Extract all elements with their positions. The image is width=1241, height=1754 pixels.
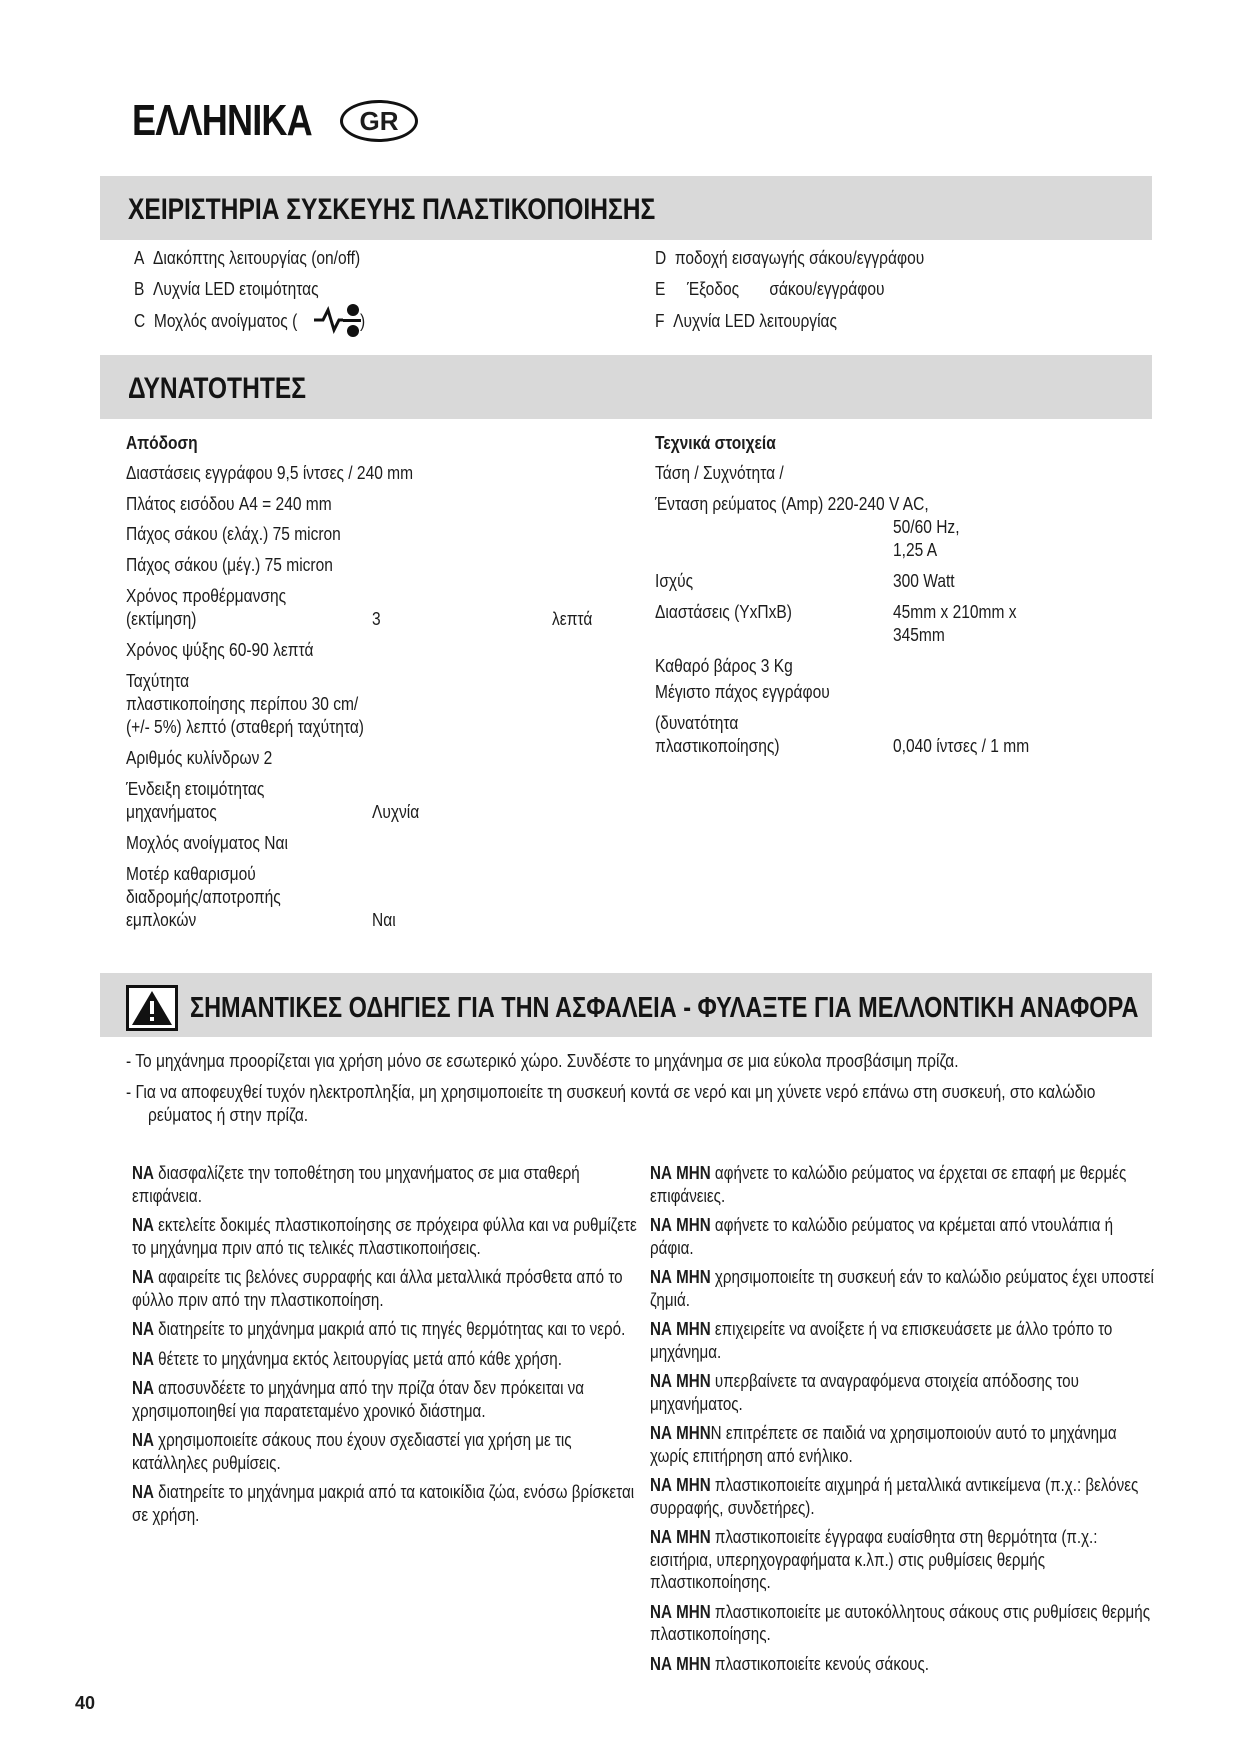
- page-number: 40: [75, 1693, 96, 1713]
- spec-row: Μοχλός ανοίγματος Ναι: [126, 832, 288, 853]
- dont-rule: ΝΑ ΜΗΝ επιχειρείτε να ανοίξετε ή να επισκευάσετε με άλλο τρόπο το μηχάνημα.: [650, 1318, 1113, 1362]
- safety-note: - Το μηχάνημα προορίζεται για χρήση μόνο σε εσωτερικό χώρο. Συνδέστε το μηχάνημα σε μια εύκολα προσβάσιμη πρίζα.: [126, 1050, 959, 1071]
- dont-rule: ΝΑ ΜΗΝ πλαστικοποιείτε έγγραφα ευαίσθητα στη θερμότητα (π.χ.: εισιτήρια, υπερηχογραφήματα κ.λπ.) στις ρυθμίσεις θερμής πλαστικοποίησης.: [650, 1526, 1098, 1592]
- do-rule: ΝΑ διατηρείτε το μηχάνημα μακριά από τα κατοικίδια ζώα, ενόσω βρίσκεται σε χρήση.: [132, 1481, 635, 1525]
- safety-note: - Για να αποφευχθεί τυχόν ηλεκτροπληξία, μη χρησιμοποιείτε τη συσκευή κοντά σε νερό και μη χύνετε νερό επάνω στη συσκευή, στο καλώδιο: [126, 1081, 1096, 1102]
- spec-row: Χρόνος ψύξης 60-90 λεπτά: [126, 639, 314, 660]
- control-item-d: D ποδοχή εισαγωγής σάκου/εγγράφου: [655, 247, 925, 268]
- do-list: [132, 1162, 637, 1533]
- safety-note-cont: ρεύματος ή στην πρίζα.: [148, 1104, 309, 1125]
- do-rule: ΝΑ εκτελείτε δοκιμές πλαστικοποίησης σε πρόχειρα φύλλα και να ρυθμίζετε το μηχάνημα πριν από τις τελικές πλαστικοποιήσεις.: [132, 1214, 637, 1258]
- dont-rule: ΝΑ ΜΗΝ αφήνετε το καλώδιο ρεύματος να κρέμεται από ντουλάπια ή ράφια.: [650, 1214, 1114, 1258]
- spec-value: 345mm: [893, 624, 945, 645]
- do-rule: ΝΑ χρησιμοποιείτε σάκους που έχουν σχεδιαστεί για χρήση με τις κατάλληλες ρυθμίσεις.: [132, 1429, 572, 1473]
- dont-list: [650, 1162, 1155, 1682]
- dont-rule: ΝΑ ΜΗΝ χρησιμοποιείτε τη συσκευή εάν το καλώδιο ρεύματος έχει υποστεί ζημιά.: [650, 1266, 1154, 1310]
- spec-row: Αριθμός κυλίνδρων 2: [126, 747, 273, 768]
- features-header-band: [100, 355, 1152, 419]
- spec-row: πλαστικοποίησης περίπου 30 cm/: [126, 693, 359, 714]
- spec-row: Ταχύτητα: [126, 670, 190, 691]
- dont-rule: ΝΑ ΜΗΝ πλαστικοποιείτε αιχμηρά ή μεταλλικά αντικείμενα (π.χ.: βελόνες συρραφής, συνδετήρες).: [650, 1474, 1139, 1518]
- features-heading: ΔΥΝΑΤΟΤΗΤΕΣ: [128, 372, 307, 405]
- spec-row: διαδρομής/αποτροπής: [126, 886, 281, 907]
- do-rule: ΝΑ διατηρείτε το μηχάνημα μακριά από τις πηγές θερμότητας και το νερό.: [132, 1318, 626, 1339]
- spec-value: 3: [372, 608, 381, 629]
- language-badge: GR: [340, 100, 418, 142]
- control-item-f: F Λυχνία LED λειτουργίας: [655, 310, 838, 331]
- do-rule: ΝΑ θέτετε το μηχάνημα εκτός λειτουργίας μετά από κάθε χρήση.: [132, 1347, 562, 1369]
- spec-row: (δυνατότητα: [655, 712, 739, 733]
- spec-value: 0,040 ίντσες / 1 mm: [893, 735, 1030, 756]
- control-item-c-close: ): [360, 310, 366, 331]
- dont-rule: ΝΑ ΜΗΝΝ επιτρέπετε σε παιδιά να χρησιμοποιούν αυτό το μηχάνημα χωρίς επιτήρηση από ενήλικο.: [650, 1422, 1117, 1466]
- spec-row: (εκτίμηση): [126, 608, 197, 629]
- control-item-b: B Λυχνία LED ετοιμότητας: [134, 278, 319, 299]
- spec-row: Διαστάσεις (ΥxΠxΒ): [655, 601, 792, 622]
- performance-title: Απόδοση: [126, 432, 198, 453]
- warning-icon: [126, 985, 178, 1031]
- spec-row: Πλάτος εισόδου A4 = 240 mm: [126, 493, 332, 514]
- spec-row: Τάση / Συχνότητα /: [655, 462, 784, 483]
- spec-row: Πάχος σάκου (ελάχ.) 75 micron: [126, 523, 341, 544]
- technical-title: Τεχνικά στοιχεία: [655, 432, 776, 453]
- dont-rule: ΝΑ ΜΗΝ πλαστικοποιείτε με αυτοκόλλητους σάκους στις ρυθμίσεις θερμής πλαστικοποίησης.: [650, 1600, 1151, 1644]
- spec-row: Μοτέρ καθαρισμού: [126, 863, 256, 884]
- do-rule: ΝΑ αποσυνδέετε το μηχάνημα από την πρίζα όταν δεν πρόκειται να χρησιμοποιηθεί για παρατεταμένο χρονικό διάστημα.: [132, 1377, 585, 1421]
- controls-header-band: [100, 176, 1152, 240]
- controls-heading: ΧΕΙΡΙΣΤΗΡΙΑ ΣΥΣΚΕΥΗΣ ΠΛΑΣΤΙΚΟΠΟΙΗΣΗΣ: [128, 193, 656, 226]
- spec-row: μηχανήματος: [126, 801, 217, 822]
- spec-row: Ένδειξη ετοιμότητας: [126, 778, 265, 799]
- spec-value: 45mm x 210mm x: [893, 601, 1017, 622]
- spec-row: εμπλοκών: [126, 909, 197, 930]
- dont-rule: ΝΑ ΜΗΝ υπερβαίνετε τα αναγραφόμενα στοιχεία απόδοσης του μηχανήματος.: [650, 1370, 1079, 1414]
- spec-row: Καθαρό βάρος 3 Kg: [655, 655, 793, 676]
- spec-row: Πάχος σάκου (μέγ.) 75 micron: [126, 554, 333, 575]
- spec-value: 1,25 A: [893, 539, 938, 560]
- do-rule: ΝΑ αφαιρείτε τις βελόνες συρραφής και άλλα μεταλλικά πρόσθετα από το φύλλο πριν από την πλαστικοποίηση.: [132, 1266, 623, 1310]
- page-title: ΕΛΛΗΝΙΚΑ: [132, 96, 312, 145]
- release-lever-icon: [313, 302, 361, 338]
- safety-heading: ΣΗΜΑΝΤΙΚΕΣ ΟΔΗΓΙΕΣ ΓΙΑ ΤΗΝ ΑΣΦΑΛΕΙΑ - ΦΥΛΑΞΤΕ ΓΙΑ ΜΕΛΛΟΝΤΙΚΗ ΑΝΑΦΟΡΑ: [190, 992, 1139, 1024]
- spec-row: Διαστάσεις εγγράφου 9,5 ίντσες / 240 mm: [126, 462, 414, 483]
- spec-value: 300 Watt: [893, 570, 955, 591]
- spec-row: Χρόνος προθέρμανσης: [126, 585, 287, 606]
- dont-rule: ΝΑ ΜΗΝ αφήνετε το καλώδιο ρεύματος να έρχεται σε επαφή με θερμές επιφάνειες.: [650, 1162, 1127, 1206]
- spec-row: (+/- 5%) λεπτό (σταθερή ταχύτητα): [126, 716, 364, 737]
- spec-row: Ένταση ρεύματος (Amp) 220-240 V AC,: [655, 493, 929, 514]
- spec-value: Λυχνία: [372, 801, 420, 822]
- spec-row: Μέγιστο πάχος εγγράφου: [655, 681, 830, 702]
- spec-value: 50/60 Hz,: [893, 516, 960, 537]
- spec-unit: λεπτά: [552, 608, 593, 629]
- control-item-a: A Διακόπτης λειτουργίας (on/off): [134, 247, 361, 268]
- dont-rule: ΝΑ ΜΗΝ πλαστικοποιείτε κενούς σάκους.: [650, 1652, 929, 1674]
- safety-header-band: [100, 973, 1152, 1037]
- spec-row: πλαστικοποίησης): [655, 735, 780, 756]
- control-item-e: E Έξοδος σάκου/εγγράφου: [655, 278, 885, 299]
- control-item-c: C Μοχλός ανοίγματος (: [134, 310, 298, 331]
- spec-row: Ισχύς: [655, 570, 694, 591]
- spec-value: Ναι: [372, 909, 396, 930]
- do-rule: ΝΑ διασφαλίζετε την τοποθέτηση του μηχανήματος σε μια σταθερή επιφάνεια.: [132, 1162, 580, 1206]
